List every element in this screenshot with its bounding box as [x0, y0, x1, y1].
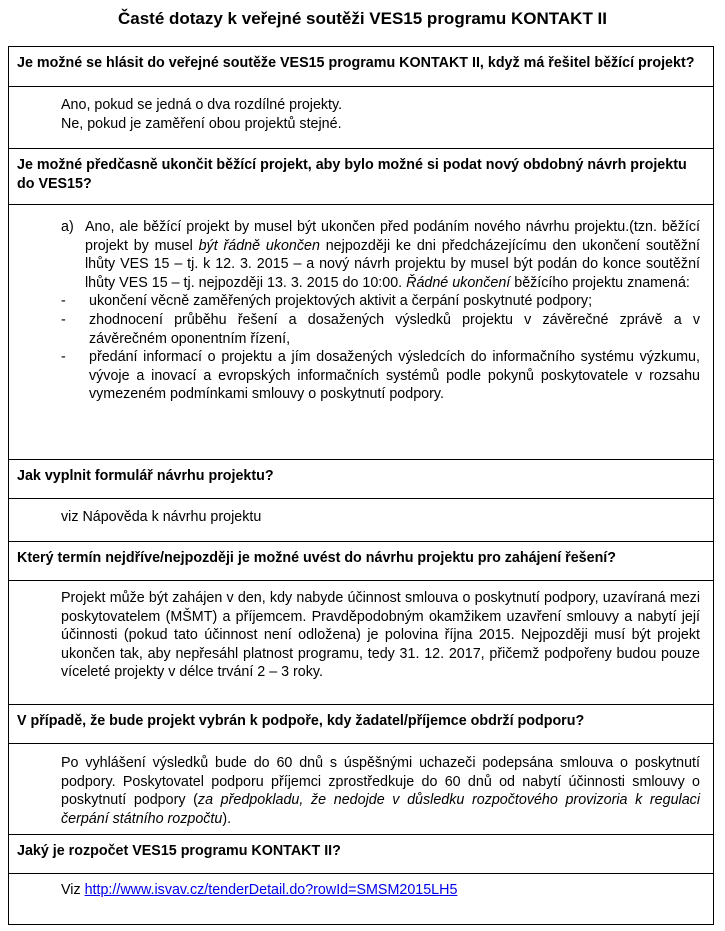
- answer-3: [9, 508, 713, 527]
- question-1: Je možné se hlásit do veřejné soutěže VES15 programu KONTAKT II, když má řešitel běžící projekt?: [9, 47, 713, 87]
- answer-1-line-2: Ne, pokud je zaměření obou projektů stejné.: [61, 115, 342, 132]
- answer-5: [9, 754, 713, 828]
- answer-3-text: viz Nápověda k návrhu projektu: [61, 509, 262, 525]
- page-title: Časté dotazy k veřejné soutěži VES15 programu KONTAKT II: [117, 9, 608, 28]
- answer-2: [9, 218, 713, 404]
- question-6: Jaký je rozpočet VES15 programu KONTAKT II?: [9, 834, 713, 874]
- question-4: Který termín nejdříve/nejpozději je možné uvést do návrhu projektu pro zahájení řešení?: [9, 541, 713, 581]
- answer-2-item-a: a) Ano, ale běžící projekt by musel být ukončen před podáním nového návrhu projektu.(tzn. běžící projekt by musel být řádně ukončen nejpozději ke dni předcházejícímu den ukončení soutěžní lhůty VES 15 – tj. k 12. 3. 2015 – a nový návrh projektu by musel být podán do konce soutěžní lhůty VES 15 – tj. nejpozději 13. 3. 2015 do 10:00. Řádné ukončení běžícího projektu znamená:: [61, 219, 700, 291]
- question-5: V případě, že bude projekt vybrán k podpoře, kdy žadatel/příjemce obdrží podporu?: [9, 704, 713, 744]
- budget-link[interactable]: http://www.isvav.cz/tenderDetail.do?rowId=SMSM2015LH5: [84, 882, 458, 898]
- bullet-item: - ukončení věcně zaměřených projektových aktivit a čerpání poskytnuté podpory;: [61, 293, 593, 310]
- answer-5-text: Po vyhlášení výsledků bude do 60 dnů s úspěšnými uchazeči podepsána smlouva o poskytnutí podpory. Poskytovatel podporu příjemci zprostředkuje do 60 dnů od nabytí účinnosti smlouvy o poskytnutí podpory (za předpokladu, že nedojde v důsledku rozpočtového provizoria k regulaci čerpání státního rozpočtu).: [61, 755, 700, 827]
- answer-1-line-1: Ano, pokud se jedná o dva rozdílné projekty.: [61, 97, 343, 113]
- answer-4: [9, 589, 713, 682]
- answer-1: [9, 96, 713, 133]
- list-marker: a): [61, 219, 74, 235]
- answer-6: [9, 881, 713, 900]
- answer-4-text: Projekt může být zahájen v den, kdy nabyde účinnost smlouva o poskytnutí podpory, uzavíraná mezi poskytovatelem (MŠMT) a příjemcem. Pravděpodobným okamžikem uzavření smlouvy a nabytí její účinnosti (pokud tato účinnost není odložena) je polovina října 2015. Nejpozději musí být projekt ukončen tak, aby nepřesáhl platnost programu, tedy 31. 12. 2017, přičemž podpořeny budou pouze víceleté projekty v délce trvání 2 – 3 roky.: [61, 590, 700, 681]
- question-3: Jak vyplnit formulář návrhu projektu?: [9, 459, 713, 499]
- question-2: Je možné předčasně ukončit běžící projekt, aby bylo možné si podat nový obdobný návrh projektu do VES15?: [9, 148, 713, 205]
- faq-table: [8, 46, 714, 925]
- answer-6-text: Viz http://www.isvav.cz/tenderDetail.do?rowId=SMSM2015LH5: [61, 882, 458, 898]
- bullet-item: - předání informací o projektu a jím dosažených výsledcích do informačního systému výzkumu, vývoje a inovací a evropských informačních systémů podle pokynů poskytovatele v rozsahu vymezeném podmínkami smlouvy o poskytnutí podpory.: [61, 349, 700, 403]
- bullet-item: - zhodnocení průběhu řešení a dosažených výsledků projektu v závěrečné zprávě a v závěrečném oponentním řízení,: [61, 311, 700, 347]
